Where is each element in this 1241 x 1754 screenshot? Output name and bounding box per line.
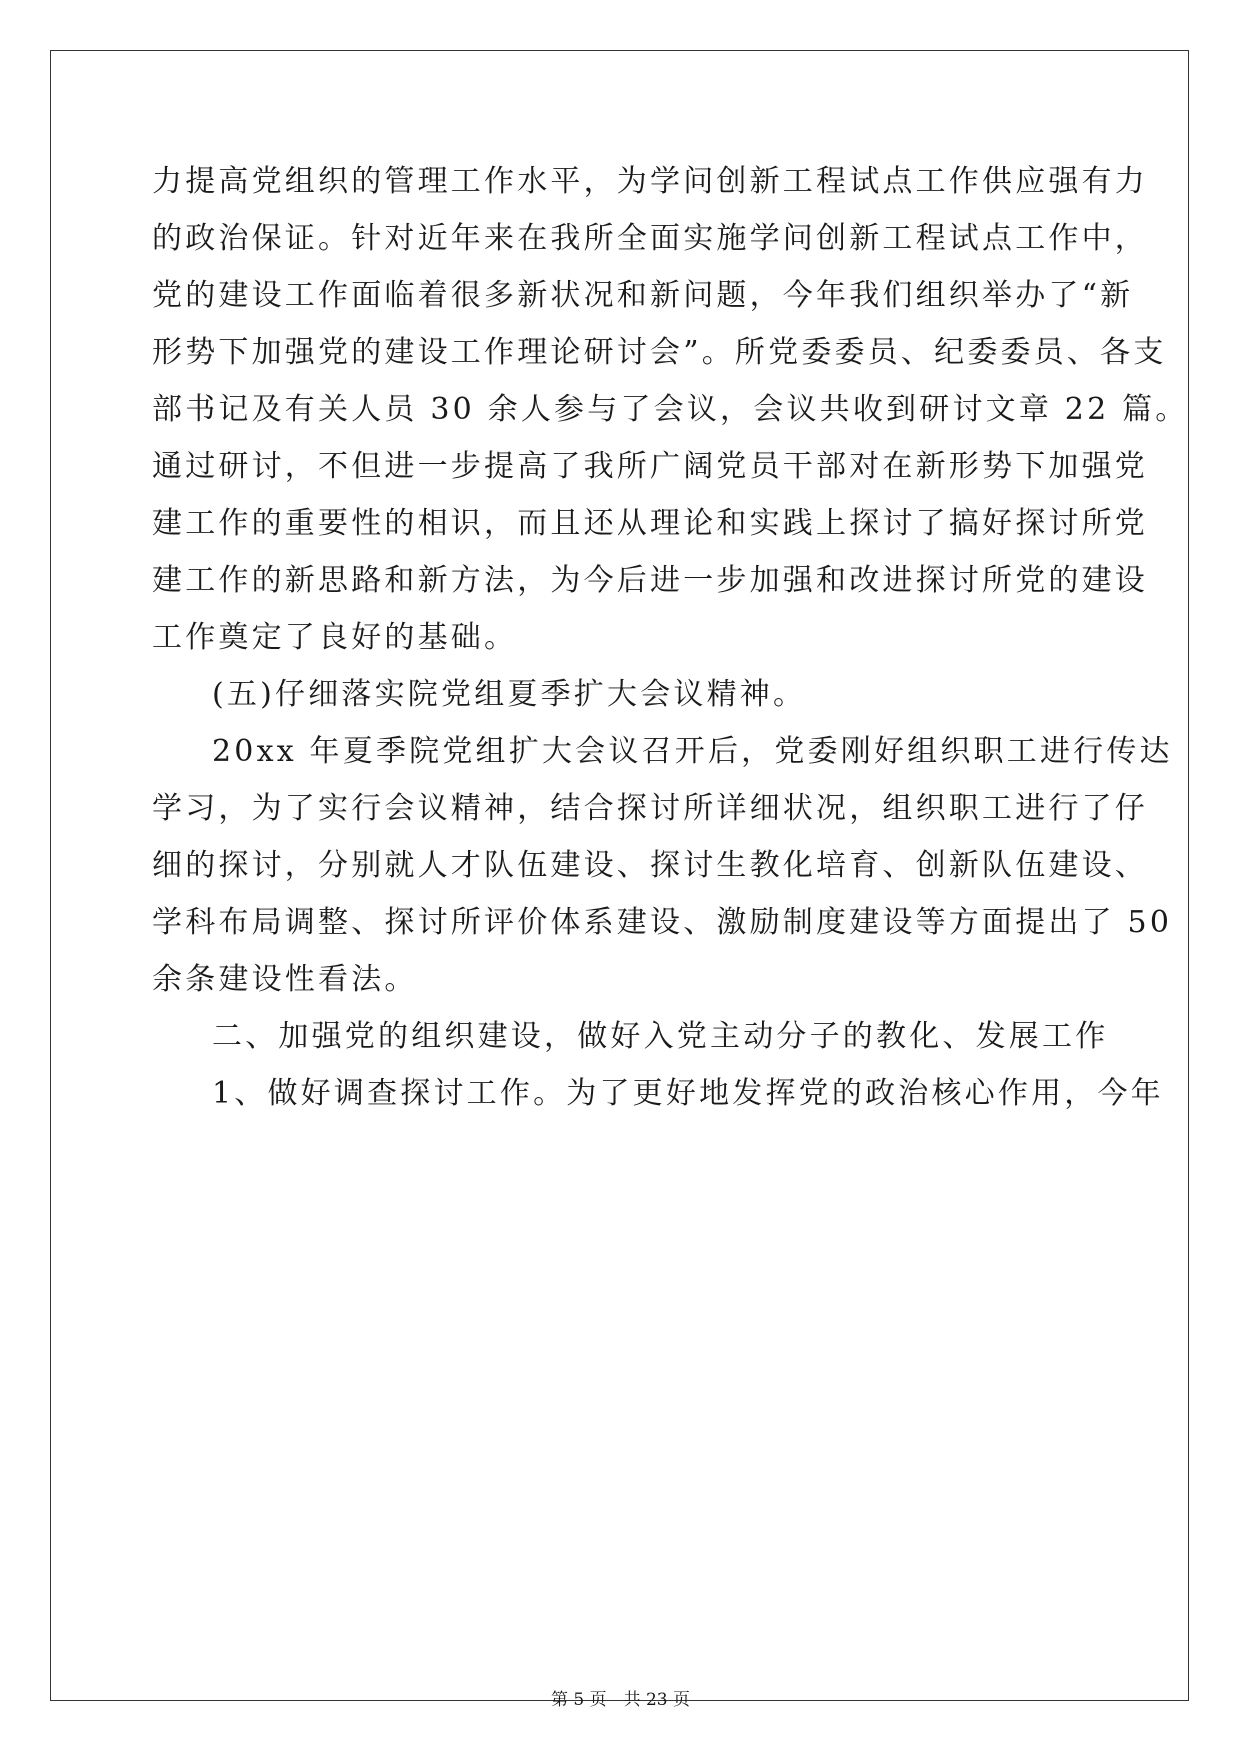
section-heading: 二、加强党的组织建设，做好入党主动分子的教化、发展工作 — [212, 1019, 1109, 1054]
text-line: 党的建设工作面临着很多新状况和新问题，今年我们组织举办了“新 — [152, 278, 1134, 313]
text-line: 的政治保证。针对近年来在我所全面实施学问创新工程试点工作中， — [152, 221, 1148, 256]
text-line: 通过研讨，不但进一步提高了我所广阔党员干部对在新形势下加强党 — [152, 449, 1148, 484]
text-line: 工作奠定了良好的基础。 — [152, 620, 518, 655]
section-heading: (五)仔细落实院党组夏季扩大会议精神。 — [212, 677, 807, 712]
text-line: 建工作的新思路和新方法，为今后进一步加强和改进探讨所党的建设 — [152, 563, 1148, 598]
text-line: 学习，为了实行会议精神，结合探讨所详细状况，组织职工进行了仔 — [152, 791, 1148, 826]
text-line: 余条建设性看法。 — [152, 962, 418, 997]
text-line: 部书记及有关人员 30 余人参与了会议，会议共收到研讨文章 22 篇。 — [152, 392, 1189, 427]
text-line: 建工作的重要性的相识，而且还从理论和实践上探讨了搞好探讨所党 — [152, 506, 1148, 541]
page-number-footer: 第 5 页 共 23 页 — [550, 1690, 691, 1710]
text-line: 力提高党组织的管理工作水平，为学问创新工程试点工作供应强有力 — [152, 164, 1148, 199]
text-line: 细的探讨，分别就人才队伍建设、探讨生教化培育、创新队伍建设、 — [152, 848, 1148, 883]
text-line: 20xx 年夏季院党组扩大会议召开后，党委刚好组织职工进行传达 — [212, 734, 1173, 769]
text-line: 学科布局调整、探讨所评价体系建设、激励制度建设等方面提出了 50 — [152, 905, 1173, 940]
text-line: 形势下加强党的建设工作理论研讨会”。所党委委员、纪委委员、各支 — [152, 335, 1167, 370]
text-line: 1、做好调查探讨工作。为了更好地发挥党的政治核心作用，今年 — [212, 1076, 1164, 1111]
